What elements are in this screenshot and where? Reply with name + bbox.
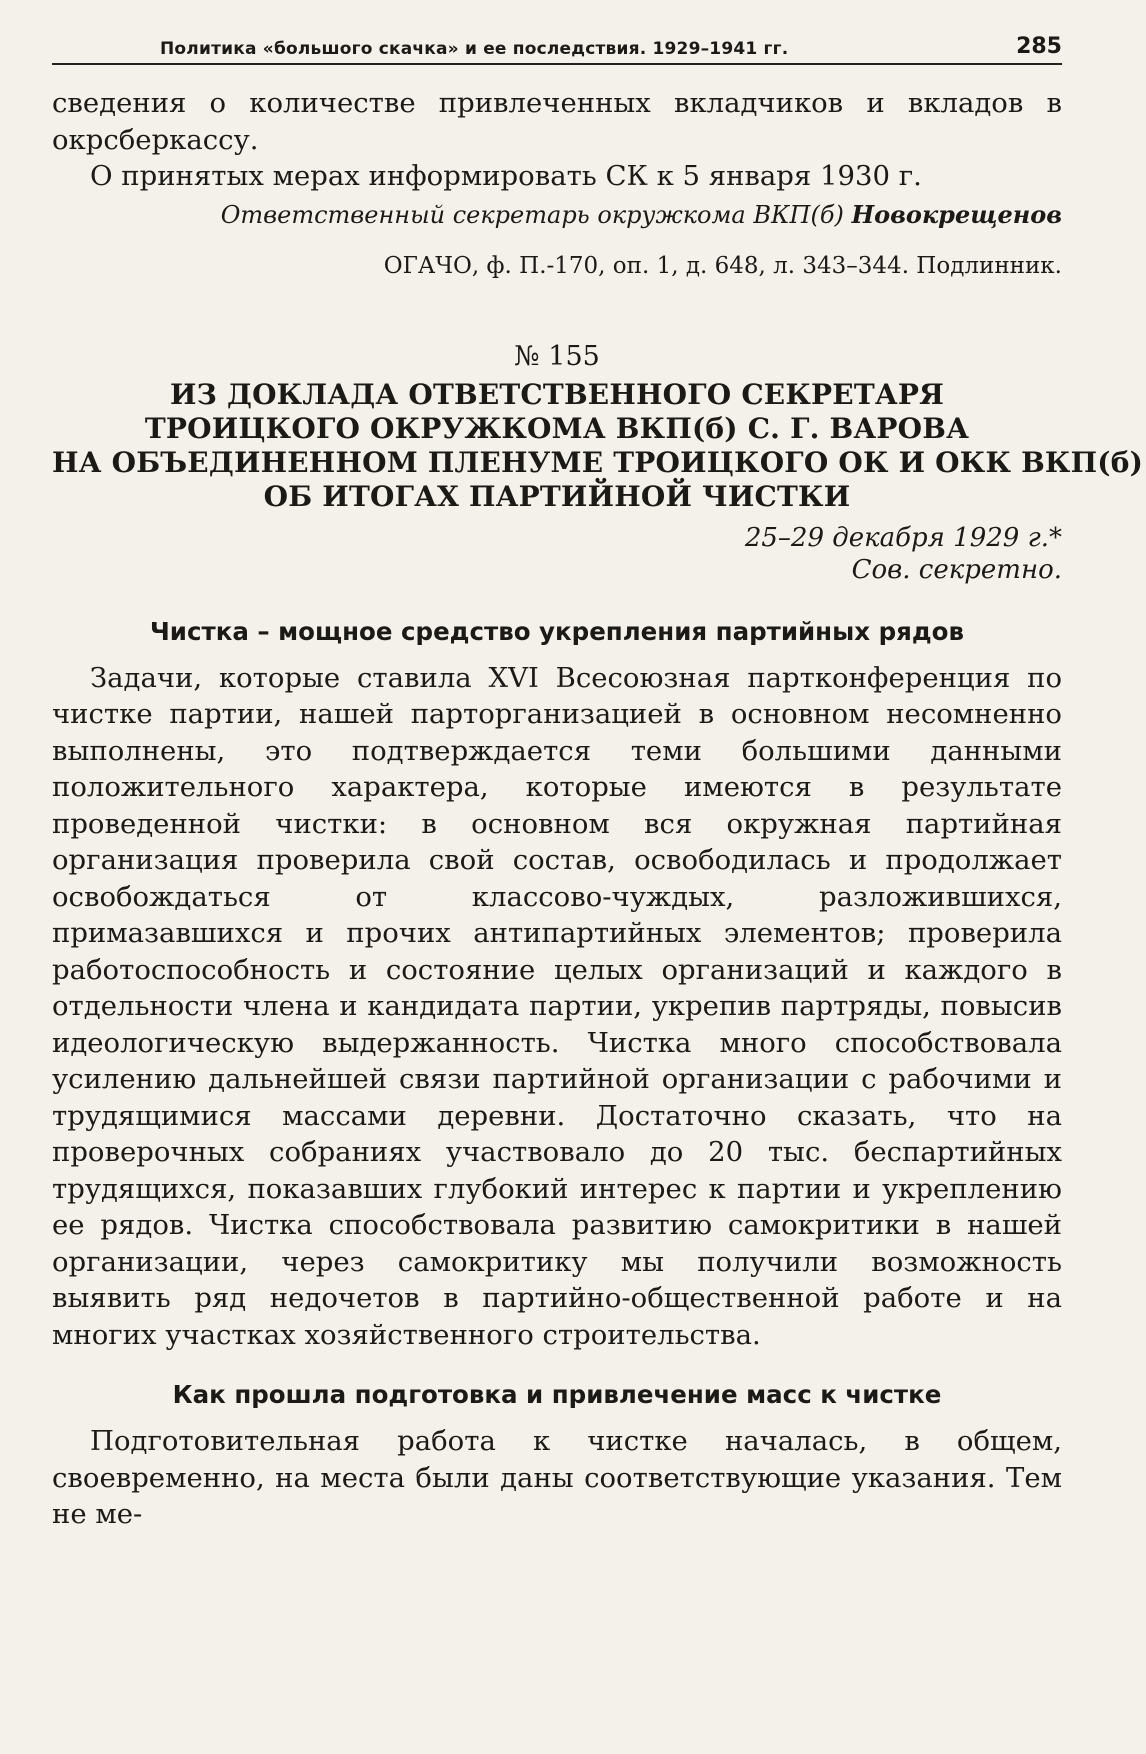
document-number: № 155 <box>514 340 600 372</box>
running-header <box>52 34 1062 65</box>
document-date: 25–29 декабря 1929 г.* <box>744 522 1062 553</box>
document-title-line: ОБ ИТОГАХ ПАРТИЙНОЙ ЧИСТКИ <box>263 479 851 513</box>
archive-reference: ОГАЧО, ф. П.-170, оп. 1, д. 648, л. 343–344. Подлинник. <box>383 252 1062 279</box>
section-heading: Чистка – мощное средство укрепления партийных рядов <box>150 616 964 646</box>
signature-role: Ответственный секретарь окружкома ВКП(б) <box>220 200 852 229</box>
paragraph-continued: сведения о количестве привлеченных вкладчиков и вкладов в окрсберкассу. <box>52 87 1062 156</box>
section-heading: Как прошла подготовка и привлечение масс к чистке <box>172 1380 942 1409</box>
page-number: 285 <box>1016 34 1062 59</box>
document-title <box>52 377 1144 514</box>
document-page <box>52 34 1144 1533</box>
document-classification: Сов. секретно. <box>851 554 1062 585</box>
section-paragraph: Задачи, которые ставила XVI Всесоюзная партконференция по чистке партии, нашей парторганизацией в основном несомненно выполнены, это подтверждается теми большими данными положительного характера, которые имеются в результате проведенной чистки: в основном вся окружная партийная организация проверила свой состав, освободилась и продолжает освобождаться от классово-чуждых, разложившихся, примазавшихся и прочих антипартийных элементов; проверила работоспособность и состояние целых организаций и каждого в отдельности члена и кандидата партии, укрепив партряды, повысив идеологическую выдержанность. Чистка много способствовала усилению дальнейшей связи партийной организации с рабочими и трудящимися массами деревни. Достаточно сказать, что на проверочных собраниях участвовало до 20 тыс. беспартийных трудящихся, показавших глубокий интерес к партии и укреплению ее рядов. Чистка способствовала развитию самокритики в нашей организации, через самокритику мы получили возможность выявить ряд недочетов в партийно-общественной работе и на многих участках хозяйственного строительства. <box>52 661 1062 1351</box>
paragraph-instruction: О принятых мерах информировать СК к 5 января 1930 г. <box>90 160 922 192</box>
running-title: Политика «большого скачка» и ее последствия. 1929–1941 гг. <box>160 39 789 59</box>
document-title-line: ТРОИЦКОГО ОКРУЖКОМА ВКП(б) С. Г. ВАРОВА <box>144 411 970 445</box>
signature-name: Новокрещенов <box>851 199 1062 229</box>
section-paragraph: Подготовительная работа к чистке началась, в общем, своевременно, на места были даны соответствующие указания. Тем не ме- <box>52 1425 1062 1530</box>
document-meta <box>52 522 1062 586</box>
document-title-line: НА ОБЪЕДИНЕННОМ ПЛЕНУМЕ ТРОИЦКОГО ОК И ОКК ВКП(б) <box>52 445 1144 479</box>
document-title-line: ИЗ ДОКЛАДА ОТВЕТСТВЕННОГО СЕКРЕТАРЯ <box>169 377 945 411</box>
signature-line <box>52 199 1062 231</box>
